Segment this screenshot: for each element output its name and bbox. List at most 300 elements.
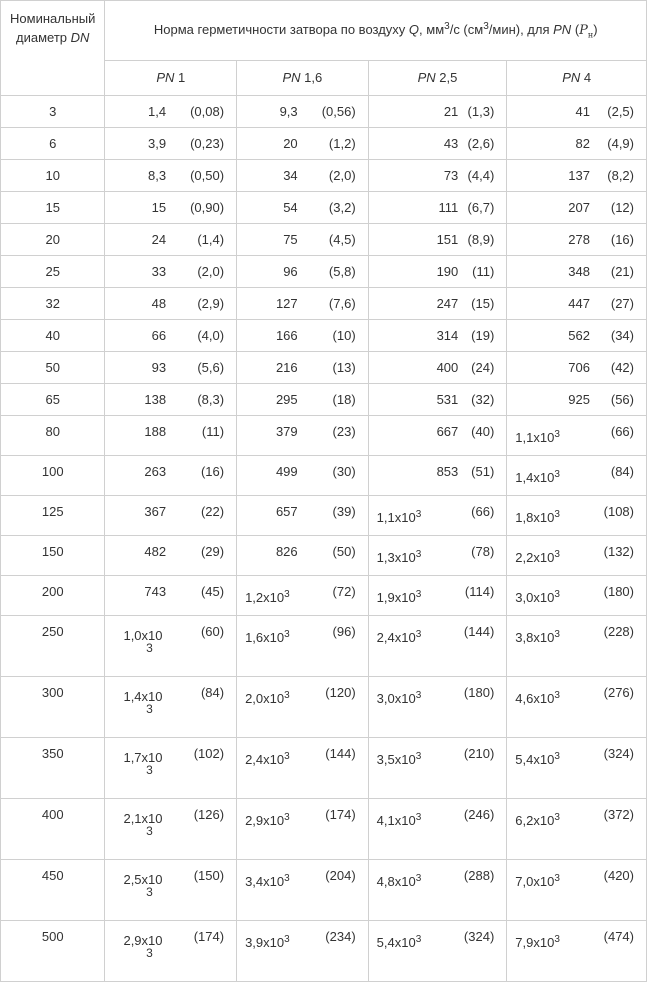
cell-nominal-diameter: 400 [1,799,105,860]
cell-leak-rate [105,496,237,536]
value-mm3-per-s [245,630,290,645]
cell-leak-rate [237,128,369,160]
value-mm3-per-s [437,392,459,407]
header-leak-rate-norm [105,1,647,61]
header-pn-1-6 [237,60,369,95]
value-mm3-per-s [276,392,298,407]
value-mm3-per-s [245,590,290,605]
value-mm3-per-s [276,296,298,311]
value-mantissa: 2,9х10 [245,813,285,828]
value-cm3-per-min: (18) [332,392,356,407]
cell-leak-rate [237,496,369,536]
header-units-1: , мм [419,21,445,37]
value-cm3-per-min: (228) [603,624,634,639]
pn-symbol: PN [156,70,175,86]
value-cm3-per-min: (174) [325,807,356,822]
table-row [1,677,647,738]
value-mantissa: 400 [436,360,459,375]
value-mm3-per-s [515,430,560,445]
value-exponent: 3 [284,690,290,701]
value-mm3-per-s [152,296,166,311]
cell-leak-rate [368,384,507,416]
value-cm3-per-min: (15) [471,296,495,311]
value-cm3-per-min: (102) [193,746,225,761]
value-mantissa: 7,0х10 [515,874,555,889]
table-row [1,128,647,160]
cell-leak-rate [507,160,647,192]
value-cm3-per-min: (150) [193,868,225,883]
header-sup-2: 3 [483,20,489,32]
value-exponent: 3 [415,690,422,701]
value-mantissa: 4,6х10 [515,691,555,706]
value-mantissa: 24 [151,232,167,247]
value-cm3-per-min: (45) [200,584,225,599]
value-mm3-per-s [276,544,298,559]
value-cm3-per-min: (5,8) [328,264,356,279]
cell-leak-rate [507,496,647,536]
value-cm3-per-min: (29) [200,544,225,559]
value-exponent: 3 [554,690,560,701]
value-mantissa: 207 [568,200,590,215]
value-cm3-per-min: (372) [603,807,634,822]
cell-leak-rate [507,921,647,982]
cell-leak-rate [507,738,647,799]
value-mantissa: 1,4х10 [515,470,555,485]
value-mantissa: 190 [436,264,459,279]
cell-leak-rate [105,224,237,256]
value-cm3-per-min: (4,4) [467,168,495,183]
value-cm3-per-min: (8,3) [197,392,225,407]
cell-leak-rate [507,288,647,320]
value-mantissa: 34 [283,168,298,183]
value-mm3-per-s [568,360,590,375]
cell-nominal-diameter: 10 [1,160,105,192]
value-exponent: 3 [415,751,422,762]
cell-leak-rate [507,320,647,352]
value-mantissa: 1,2х10 [245,590,285,605]
value-cm3-per-min: (288) [463,868,495,883]
value-mantissa: 348 [568,264,590,279]
value-mm3-per-s: 2,9х10 3 [123,933,163,960]
value-mantissa: 4,1х10 [376,813,416,828]
value-mm3-per-s [148,168,166,183]
value-cm3-per-min: (2,0) [328,168,356,183]
cell-leak-rate [237,921,369,982]
header-pn-4 [507,60,647,95]
value-mantissa: 96 [283,264,298,279]
value-mantissa: 263 [144,464,167,479]
value-cm3-per-min: (3,2) [328,200,356,215]
value-mantissa: 2,5х10 [123,872,163,887]
value-mm3-per-s [437,360,459,375]
value-cm3-per-min: (27) [610,296,634,311]
value-cm3-per-min: (10) [332,328,356,343]
cell-leak-rate [507,352,647,384]
value-mm3-per-s: 2,5х10 3 [123,872,163,899]
value-mantissa: 5,4х10 [376,935,416,950]
cell-leak-rate [507,384,647,416]
value-cm3-per-min: (13) [332,360,356,375]
table-row [1,320,647,352]
table-row [1,799,647,860]
value-mantissa: 1,3х10 [376,550,416,565]
value-exponent: 3 [415,873,422,884]
cell-leak-rate [237,799,369,860]
value-cm3-per-min: (144) [463,624,495,639]
cell-nominal-diameter: 25 [1,256,105,288]
value-mantissa: 2,9х10 [123,933,163,948]
cell-leak-rate [237,160,369,192]
value-cm3-per-min: (144) [325,746,356,761]
value-cm3-per-min: (324) [463,929,495,944]
table-row [1,921,647,982]
value-mm3-per-s: 1,7х10 3 [123,750,163,777]
value-mantissa: 2,0х10 [245,691,285,706]
value-cm3-per-min: (72) [332,584,356,599]
cell-leak-rate [507,536,647,576]
value-cm3-per-min: (8,9) [467,232,495,247]
header-main-text: Норма герметичности затвора по воздуху [153,21,409,37]
table-row [1,416,647,456]
cell-leak-rate [507,256,647,288]
value-mantissa: 8,3 [147,168,167,183]
table-row [1,192,647,224]
value-mantissa: 2,4х10 [245,752,285,767]
cell-nominal-diameter: 450 [1,860,105,921]
value-mm3-per-s [568,264,590,279]
value-mantissa: 447 [568,296,590,311]
value-mm3-per-s [144,544,166,559]
value-mm3-per-s [515,590,560,605]
value-exponent: 3 [415,629,422,640]
cell-leak-rate [237,96,369,128]
value-mm3-per-s [515,630,560,645]
cell-leak-rate [105,860,237,921]
value-mantissa: 314 [436,328,459,343]
value-cm3-per-min: (84) [610,464,634,479]
value-cm3-per-min: (276) [603,685,634,700]
value-mantissa: 6,2х10 [515,813,555,828]
cell-leak-rate [105,128,237,160]
value-mantissa: 21 [443,104,459,119]
cell-leak-rate [507,860,647,921]
cell-leak-rate [507,799,647,860]
value-mantissa: 20 [283,136,298,151]
value-mantissa: 706 [568,360,590,375]
value-cm3-per-min: (22) [200,504,225,519]
value-cm3-per-min: (50) [332,544,356,559]
value-mantissa: 482 [144,544,167,559]
value-mm3-per-s [144,464,166,479]
value-cm3-per-min: (23) [332,424,356,439]
value-mantissa: 562 [568,328,590,343]
value-mantissa: 66 [151,328,167,343]
cell-nominal-diameter: 65 [1,384,105,416]
cell-leak-rate [368,576,507,616]
value-mm3-per-s [515,752,560,767]
value-cm3-per-min: (1,2) [328,136,356,151]
value-cm3-per-min: (114) [464,584,495,599]
cell-leak-rate [507,677,647,738]
value-mantissa: 925 [568,392,590,407]
value-cm3-per-min: (78) [471,544,495,559]
cell-leak-rate [105,738,237,799]
pn-symbol: PN [417,70,436,86]
value-cm3-per-min: (246) [463,807,495,822]
value-mantissa: 33 [151,264,167,279]
cell-leak-rate [368,496,507,536]
value-mantissa: 151 [436,232,459,247]
value-cm3-per-min: (19) [471,328,495,343]
cell-leak-rate [368,320,507,352]
cell-nominal-diameter: 250 [1,616,105,677]
value-exponent: 3 [284,812,290,823]
header-pn-1 [105,60,237,95]
value-mm3-per-s [148,104,166,119]
header-units-2: /с (см [449,21,484,37]
header-nominal-diameter [1,1,105,96]
value-mm3-per-s [377,813,422,828]
cell-leak-rate [368,536,507,576]
header-paren-close: ) [593,21,598,37]
table-row [1,456,647,496]
pn-symbol: PN [282,70,301,86]
value-mm3-per-s [283,168,297,183]
value-cm3-per-min: (204) [325,868,356,883]
value-mm3-per-s [152,200,166,215]
value-cm3-per-min: (66) [471,504,495,519]
cell-nominal-diameter: 6 [1,128,105,160]
value-mantissa: 1,1х10 [515,430,555,445]
header-dn-symbol: DN [70,30,90,45]
value-mantissa: 216 [275,360,298,375]
value-exponent: 3 [415,549,422,560]
value-cm3-per-min: (4,0) [197,328,225,343]
value-mantissa: 1,6х10 [245,630,285,645]
value-mantissa: 2,4х10 [376,630,416,645]
value-mm3-per-s [377,752,422,767]
cell-nominal-diameter: 350 [1,738,105,799]
value-mm3-per-s [283,136,297,151]
cell-nominal-diameter: 40 [1,320,105,352]
value-mm3-per-s [515,813,560,828]
cell-leak-rate [237,738,369,799]
value-mm3-per-s [152,232,166,247]
cell-leak-rate [507,192,647,224]
value-exponent: 3 [284,751,290,762]
value-mm3-per-s: 2,1х10 3 [123,811,163,838]
value-mantissa: 3,9х10 [245,935,285,950]
value-mm3-per-s [568,168,590,183]
value-mm3-per-s [144,584,166,599]
value-mm3-per-s [377,874,422,889]
value-mantissa: 138 [144,392,167,407]
value-mantissa: 499 [275,464,298,479]
value-mantissa: 3,0х10 [515,590,555,605]
cell-leak-rate [368,160,507,192]
value-mantissa: 4,8х10 [376,874,416,889]
value-cm3-per-min: (7,6) [328,296,356,311]
cell-leak-rate [237,256,369,288]
value-cm3-per-min: (2,5) [607,104,634,119]
header-p-subscript: н [587,30,594,40]
value-mm3-per-s [283,200,297,215]
header-p-symbol: P [579,22,588,38]
value-mantissa: 9,3 [279,104,298,119]
value-mantissa: 367 [144,504,167,519]
value-mantissa: 379 [275,424,298,439]
value-mantissa: 667 [436,424,459,439]
value-mm3-per-s [283,264,297,279]
cell-leak-rate [507,96,647,128]
value-mm3-per-s [276,464,298,479]
cell-leak-rate [105,456,237,496]
value-cm3-per-min: (8,2) [607,168,634,183]
value-mantissa: 1,0х10 [123,628,163,643]
cell-leak-rate [105,192,237,224]
value-cm3-per-min: (60) [200,624,225,639]
value-cm3-per-min: (1,4) [197,232,225,247]
value-mm3-per-s [144,424,166,439]
pn-value: 1,6 [300,70,323,86]
value-mm3-per-s [568,328,590,343]
value-mantissa: 2,1х10 [123,811,163,826]
cell-leak-rate [105,96,237,128]
cell-leak-rate [237,576,369,616]
value-mm3-per-s [437,328,459,343]
value-mm3-per-s [437,232,459,247]
cell-leak-rate [237,860,369,921]
value-mm3-per-s [276,424,298,439]
value-mm3-per-s [444,104,458,119]
value-mm3-per-s [377,590,422,605]
value-mm3-per-s [437,464,459,479]
cell-leak-rate [105,799,237,860]
cell-leak-rate [368,288,507,320]
cell-leak-rate [237,192,369,224]
value-mantissa: 188 [144,424,167,439]
value-cm3-per-min: (234) [325,929,356,944]
cell-leak-rate [105,384,237,416]
value-cm3-per-min: (108) [603,504,634,519]
pn-value: 4 [580,70,592,86]
value-mantissa: 1,7х10 [123,750,163,765]
cell-nominal-diameter: 500 [1,921,105,982]
value-cm3-per-min: (6,7) [467,200,495,215]
value-cm3-per-min: (2,6) [467,136,495,151]
value-mantissa: 247 [436,296,459,311]
value-mantissa: 15 [151,200,167,215]
value-mantissa: 826 [275,544,298,559]
value-mantissa: 1,8х10 [515,510,555,525]
value-mm3-per-s [245,752,290,767]
value-mm3-per-s [144,392,166,407]
value-mantissa: 3,0х10 [376,691,416,706]
value-cm3-per-min: (174) [193,929,225,944]
value-exponent: 3 [554,934,560,945]
cell-nominal-diameter: 80 [1,416,105,456]
value-cm3-per-min: (474) [603,929,634,944]
value-cm3-per-min: (324) [603,746,634,761]
cell-leak-rate [507,224,647,256]
table-row [1,576,647,616]
cell-nominal-diameter: 20 [1,224,105,256]
cell-nominal-diameter: 32 [1,288,105,320]
value-mantissa: 295 [275,392,298,407]
value-cm3-per-min: (2,9) [197,296,225,311]
cell-leak-rate [237,224,369,256]
cell-leak-rate [368,799,507,860]
value-mantissa: 278 [568,232,590,247]
cell-leak-rate [237,384,369,416]
cell-nominal-diameter: 125 [1,496,105,536]
value-mm3-per-s [283,232,297,247]
header-pn-symbol: PN [553,21,572,37]
header-units-3: /мин), для [488,21,554,37]
pn-value: 1 [174,70,186,86]
table-row [1,288,647,320]
header-pn-2-5 [368,60,507,95]
value-exponent: 3 [554,429,560,440]
value-cm3-per-min: (0,23) [190,136,225,151]
cell-leak-rate [368,224,507,256]
value-exponent: 3 [554,751,560,762]
value-cm3-per-min: (96) [332,624,356,639]
cell-leak-rate [507,616,647,677]
header-sup-1: 3 [444,20,450,32]
value-mantissa: 1,1х10 [376,510,416,525]
value-mm3-per-s [377,630,422,645]
table-row [1,160,647,192]
table-row [1,96,647,128]
value-cm3-per-min: (0,50) [190,168,225,183]
cell-leak-rate [105,536,237,576]
value-mm3-per-s [245,691,290,706]
value-mm3-per-s [280,104,298,119]
value-cm3-per-min: (84) [200,685,225,700]
value-cm3-per-min: (56) [610,392,634,407]
value-cm3-per-min: (2,0) [197,264,225,279]
value-mantissa: 82 [575,136,590,151]
value-mm3-per-s: 1,4х10 3 [123,689,163,716]
value-mm3-per-s [444,136,458,151]
value-cm3-per-min: (24) [471,360,495,375]
value-mm3-per-s [568,200,590,215]
value-mm3-per-s [245,874,290,889]
value-mantissa: 657 [275,504,298,519]
value-cm3-per-min: (16) [200,464,225,479]
value-mm3-per-s [439,200,459,215]
value-cm3-per-min: (16) [610,232,634,247]
value-cm3-per-min: (21) [610,264,634,279]
cell-leak-rate [237,677,369,738]
cell-leak-rate [368,96,507,128]
value-mm3-per-s [515,691,560,706]
cell-leak-rate [105,320,237,352]
value-mantissa: 41 [575,104,590,119]
value-mantissa: 743 [144,584,167,599]
header-dn-line1: Номинальный [10,11,96,26]
cell-leak-rate [105,576,237,616]
value-cm3-per-min: (0,08) [190,104,225,119]
cell-nominal-diameter: 200 [1,576,105,616]
cell-leak-rate [368,352,507,384]
value-exponent: 3 [415,509,422,520]
value-exponent: 3 [415,934,422,945]
value-mantissa: 3,9 [147,136,167,151]
value-mm3-per-s [152,328,166,343]
value-mm3-per-s [377,935,422,950]
